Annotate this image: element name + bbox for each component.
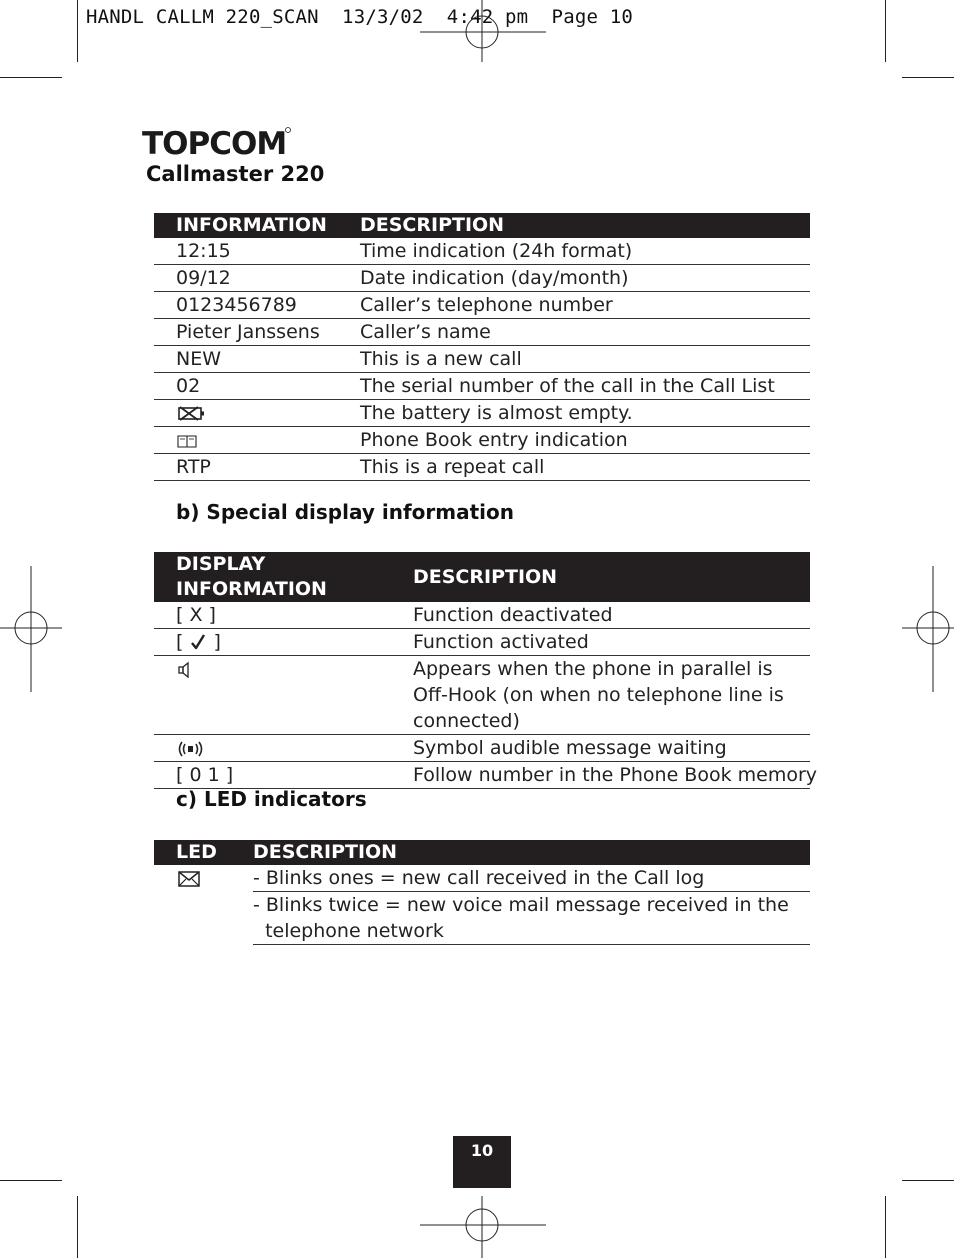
section-heading-led-indicators: c) LED indicators [176,787,367,811]
topcom-logo [142,124,292,158]
table-row [154,892,810,945]
description-cell: Function deactivated [413,602,810,629]
table-row [154,656,810,735]
info-cell: 12:15 [154,238,360,265]
description-cell: The serial number of the call in the Call List [360,373,810,400]
column-header-display-information: DISPLAY INFORMATION [154,552,413,602]
column-header-description: DESCRIPTION [253,840,810,865]
info-cell [154,427,360,454]
section-heading-special-display: b) Special display information [176,500,514,524]
info-cell [154,735,413,762]
table-header [154,213,810,238]
table-row [154,454,810,481]
description-cell: This is a repeat call [360,454,810,481]
table-row [154,762,810,789]
info-cell [154,400,360,427]
description-cell [413,656,810,735]
info-cell: RTP [154,454,360,481]
column-header-description: DESCRIPTION [413,552,810,602]
audible-message-icon [176,739,206,759]
description-line: telephone network [253,920,444,942]
table-row [154,629,810,656]
speaker-icon [176,660,196,680]
description-cell [253,892,810,945]
description-cell: The battery is almost empty. [360,400,810,427]
table-header [154,552,810,602]
bracket-open: [ [176,631,184,653]
info-cell: [ X ] [154,602,413,629]
info-cell: Pieter Janssens [154,319,360,346]
registration-mark-bottom [420,1196,546,1258]
bracket-close: ] [213,631,221,653]
description-cell: Symbol audible message waiting [413,735,810,762]
info-cell [154,629,413,656]
led-table [154,840,810,945]
table-row [154,373,810,400]
phonebook-icon [176,431,200,449]
svg-text:TOPCOM: TOPCOM [142,126,287,158]
info-cell: 02 [154,373,360,400]
registration-mark-right [902,566,954,692]
registration-mark-top [420,0,546,62]
table-row [154,346,810,373]
column-header-information: INFORMATION [154,213,360,238]
info-cell: NEW [154,346,360,373]
table-row [154,238,810,265]
column-header-description: DESCRIPTION [360,213,810,238]
table-row [154,427,810,454]
print-slug: HANDL CALLM 220_SCAN 13/3/02 4:42 pm Page 10 [86,6,634,28]
info-cell: [ 0 1 ] [154,762,413,789]
description-cell: Function activated [413,629,810,656]
info-cell: 0123456789 [154,292,360,319]
table-row [154,735,810,762]
product-name: Callmaster 220 [146,162,325,186]
special-display-table [154,552,818,789]
page-number: 10 [453,1136,511,1188]
info-cell [154,656,413,735]
description-cell: Caller’s name [360,319,810,346]
description-cell: Date indication (day/month) [360,265,810,292]
description-line: Off-Hook (on when no telephone line is [413,684,784,706]
table-row [154,400,810,427]
table-row [154,265,810,292]
description-cell: Phone Book entry indication [360,427,810,454]
table-header [154,840,810,865]
description-line: Appears when the phone in parallel is [413,658,773,680]
description-cell: - Blinks ones = new call received in the Call log [253,865,810,892]
description-line: connected) [413,710,520,732]
checkmark-icon [189,633,207,651]
led-cell [154,865,253,945]
column-header-led: LED [154,840,253,865]
description-cell: Caller’s telephone number [360,292,810,319]
table-row [154,602,810,629]
table-row [154,865,810,892]
info-cell: 09/12 [154,265,360,292]
envelope-icon [176,869,202,889]
table-row [154,292,810,319]
information-table [154,213,810,481]
description-cell: Follow number in the Phone Book memory [413,762,810,789]
description-cell: This is a new call [360,346,810,373]
battery-empty-icon [176,404,206,422]
description-cell: Time indication (24h format) [360,238,810,265]
table-row [154,319,810,346]
description-line: - Blinks twice = new voice mail message received in the [253,894,789,916]
registration-mark-left [0,566,62,692]
